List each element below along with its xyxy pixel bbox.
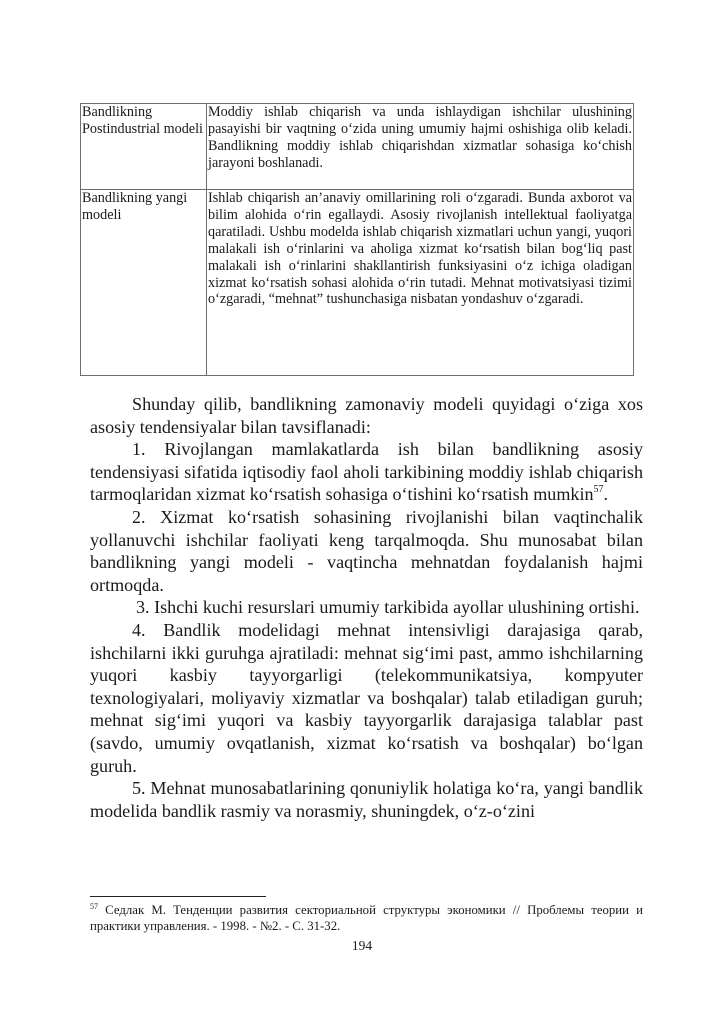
list-item-1 [90,438,643,506]
list-item-4: 4. Bandlik modelidagi mehnat intensivligi darajasiga qarab, ishchilarni ikki guruhga ajratiladi: mehnat sig‘imi past, ammo ishchilarning yuqori kasbiy tayyorgarligi (telekommunikatsiya, kompyuter texnologiyalari, moliyaviy xizmatlar va boshqalar) talab etiladigan guruh; mehnat sig‘imi yuqori va kasbiy tayyorgarlik darajasiga talablar past (savdo, umumiy ovqatlanish, xizmat ko‘rsatish va boshqalar) bo‘lgan guruh. [90,619,643,776]
footnote-text: Седлак М. Тенденции развития секториальной структуры экономики // Проблемы теории и практики управления. - 1998. - №2. - С. 31-32. [90,903,644,934]
intro-paragraph: Shunday qilib, bandlikning zamonaviy modeli quyidagi o‘ziga xos asosiy tendensiyalar bilan tavsiflanadi: [90,394,643,437]
model-name-cell: Bandlikning yangi modeli [81,190,207,376]
employment-models-table [80,103,634,376]
list-item-tail: . [603,484,609,505]
list-item-2: 2. Xizmat ko‘rsatish sohasining rivojlanishi bilan vaqtinchalik yollanuvchi ishchilar faoliyati keng tarqalmoqda. Shu munosabat bilan bandlikning yangi modeli - vaqtincha mehnatdan foydalanish hajmi ortmoqda. [90,506,643,595]
model-description-cell: Ishlab chiqarish an’anaviy omillarining roli o‘zgaradi. Bunda axborot va bilim alohida o‘rin egallaydi. Asosiy rivojlanish intellektual faoliyatga qaratiladi. Ushbu modelda ishlab chiqarish xizmatlari uchun yangi, yuqori malakali ish o‘rinlarini va aholiga xizmat ko‘rsatish bilan bog‘liq past malakali ish o‘rinlarini shakllantirish funksiyasini o‘z ichiga oladigan xizmat ko‘rsatish sohasi alohida o‘rin tutadi. Mehnat motivatsiyasi tizimi o‘zgaradi, “mehnat” tushunchasiga nisbatan yondashuv o‘zgaradi. [207,190,634,376]
page-number: 194 [351,938,373,953]
table-row [81,104,634,190]
footnote-number: 57 [90,902,98,911]
list-item-5: 5. Mehnat munosabatlarining qonuniylik holatiga ko‘ra, yangi bandlik modelida bandlik rasmiy va norasmiy, shuningdek, o‘z-o‘zini [90,778,643,821]
table-row [81,190,634,376]
footnote-reference[interactable]: 57 [593,484,604,496]
body-text [90,393,643,822]
footnote-separator [90,896,266,897]
list-item-3: 3. Ishchi kuchi resurslari umumiy tarkibida ayollar ulushining ortishi. [136,597,640,618]
list-item-text: 1. Rivojlangan mamlakatlarda ish bilan bandlikning asosiy tendensiyasi sifatida iqtisodiy faol aholi tarkibining moddiy ishlab chiqarish tarmoqlaridan xizmat ko‘rsatish sohasiga o‘tishini ko‘rsatish mumkin [90,439,643,505]
model-name-cell: Bandlikning Postindustrial modeli [81,104,207,190]
model-description-cell: Moddiy ishlab chiqarish va unda ishlaydigan ishchilar ulushining pasayishi bir vaqtning o‘zida uning umumiy hajmi oshishiga olib keladi. Bandlikning moddiy ishlab chiqarishdan xizmatlar sohasiga ko‘chish jarayoni boshlanadi. [207,104,634,190]
footnote [90,902,643,935]
